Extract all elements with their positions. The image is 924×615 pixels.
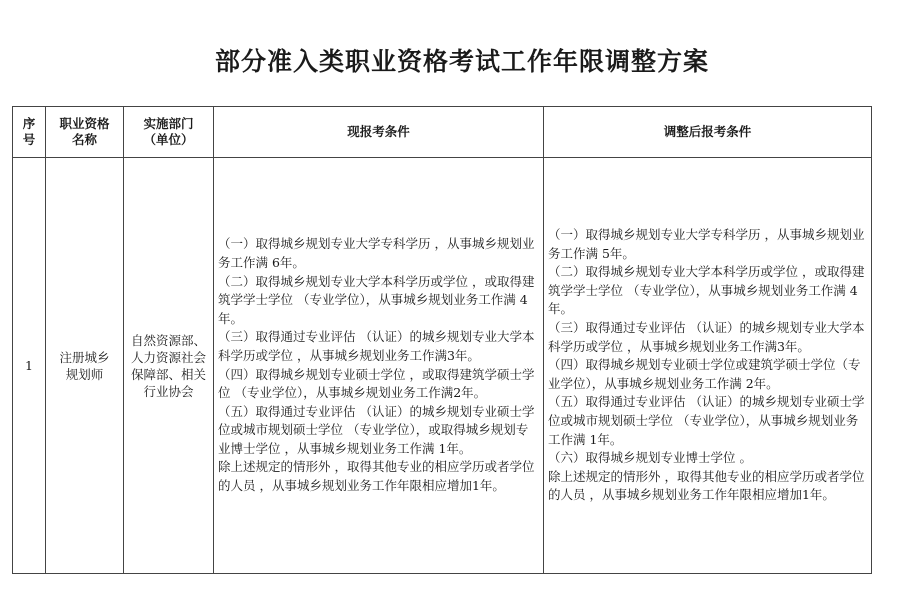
row-department [124,158,214,574]
header-qualification-label: 职业资格名称 [59,116,110,147]
adjusted-condition-item: （五）取得通过专业评估 （认证）的城乡规划专业硕士学位或城市规划硕士学位 （专业学位），从事城乡规划业务工作满 1年。 [548,394,865,447]
current-condition-item: （一）取得城乡规划专业大学专科学历 ，从事城乡规划业务工作满 6年。 [218,236,535,270]
adjusted-condition-item: （一）取得城乡规划专业大学专科学历 ，从事城乡规划业务工作满 5年。 [548,227,865,261]
adjustment-table [12,106,872,574]
adjusted-condition-item: （三）取得通过专业评估 （认证）的城乡规划专业大学本科学历或学位 ，从事城乡规划业务工作满3年。 [548,320,865,354]
row-index-value: 1 [25,358,33,373]
header-adjusted-conditions [544,107,872,158]
current-conditions-list [214,235,543,495]
header-index [13,107,46,158]
header-adjusted-conditions-label: 调整后报考条件 [663,124,752,139]
row-department-value: 自然资源部、人力资源社会保障部、相关行业协会 [130,332,206,399]
header-index-label: 序号 [22,116,36,147]
adjusted-condition-item: （六）取得城乡规划专业博士学位 。 [548,450,752,466]
table-row [13,158,872,574]
adjusted-condition-item: （四）取得城乡规划专业硕士学位或建筑学硕士学位（专业学位），从事城乡规划业务工作满 2年。 [548,357,861,391]
header-current-conditions [214,107,544,158]
current-condition-note: 除上述规定的情形外 ，取得其他专业的相应学历或者学位的人员 ，从事城乡规划业务工作年限相应增加1年。 [218,459,535,494]
header-qualification [46,107,124,158]
current-condition-item: （五）取得通过专业评估 （认证）的城乡规划专业硕士学位或城市规划硕士学位 （专业学位），或取得城乡规划专业博士学位 ，从事城乡规划业务工作满 1年。 [218,403,535,456]
adjusted-conditions-list [544,226,871,505]
document-title: 部分准入类职业资格考试工作年限调整方案 [214,47,709,76]
current-condition-item: （四）取得城乡规划专业硕士学位 ，或取得建筑学硕士学位 （专业学位），从事城乡规划业务工作满2年。 [218,366,535,401]
header-department [124,107,214,158]
row-qualification [46,158,124,574]
adjusted-condition-note: 除上述规定的情形外 ，取得其他专业的相应学历或者学位的人员 ，从事城乡规划业务工作年限相应增加1年。 [548,468,865,503]
header-current-conditions-label: 现报考条件 [347,124,410,139]
header-department-label: 实施部门（单位） [143,116,194,147]
adjusted-condition-item: （二）取得城乡规划专业大学本科学历或学位 ，或取得建筑学学士学位 （专业学位），从事城乡规划业务工作满 4年。 [548,264,865,317]
current-condition-item: （三）取得通过专业评估 （认证）的城乡规划专业大学本科学历或学位 ，从事城乡规划业务工作满3年。 [218,329,535,363]
current-condition-item: （二）取得城乡规划专业大学本科学历或学位 ，或取得建筑学学士学位 （专业学位），从事城乡规划业务工作满 4年。 [218,273,535,326]
row-current-conditions [214,158,544,574]
row-index [13,158,46,574]
row-adjusted-conditions [544,158,872,574]
table-header-row [13,107,872,158]
row-qualification-value: 注册城乡规划师 [59,349,110,382]
